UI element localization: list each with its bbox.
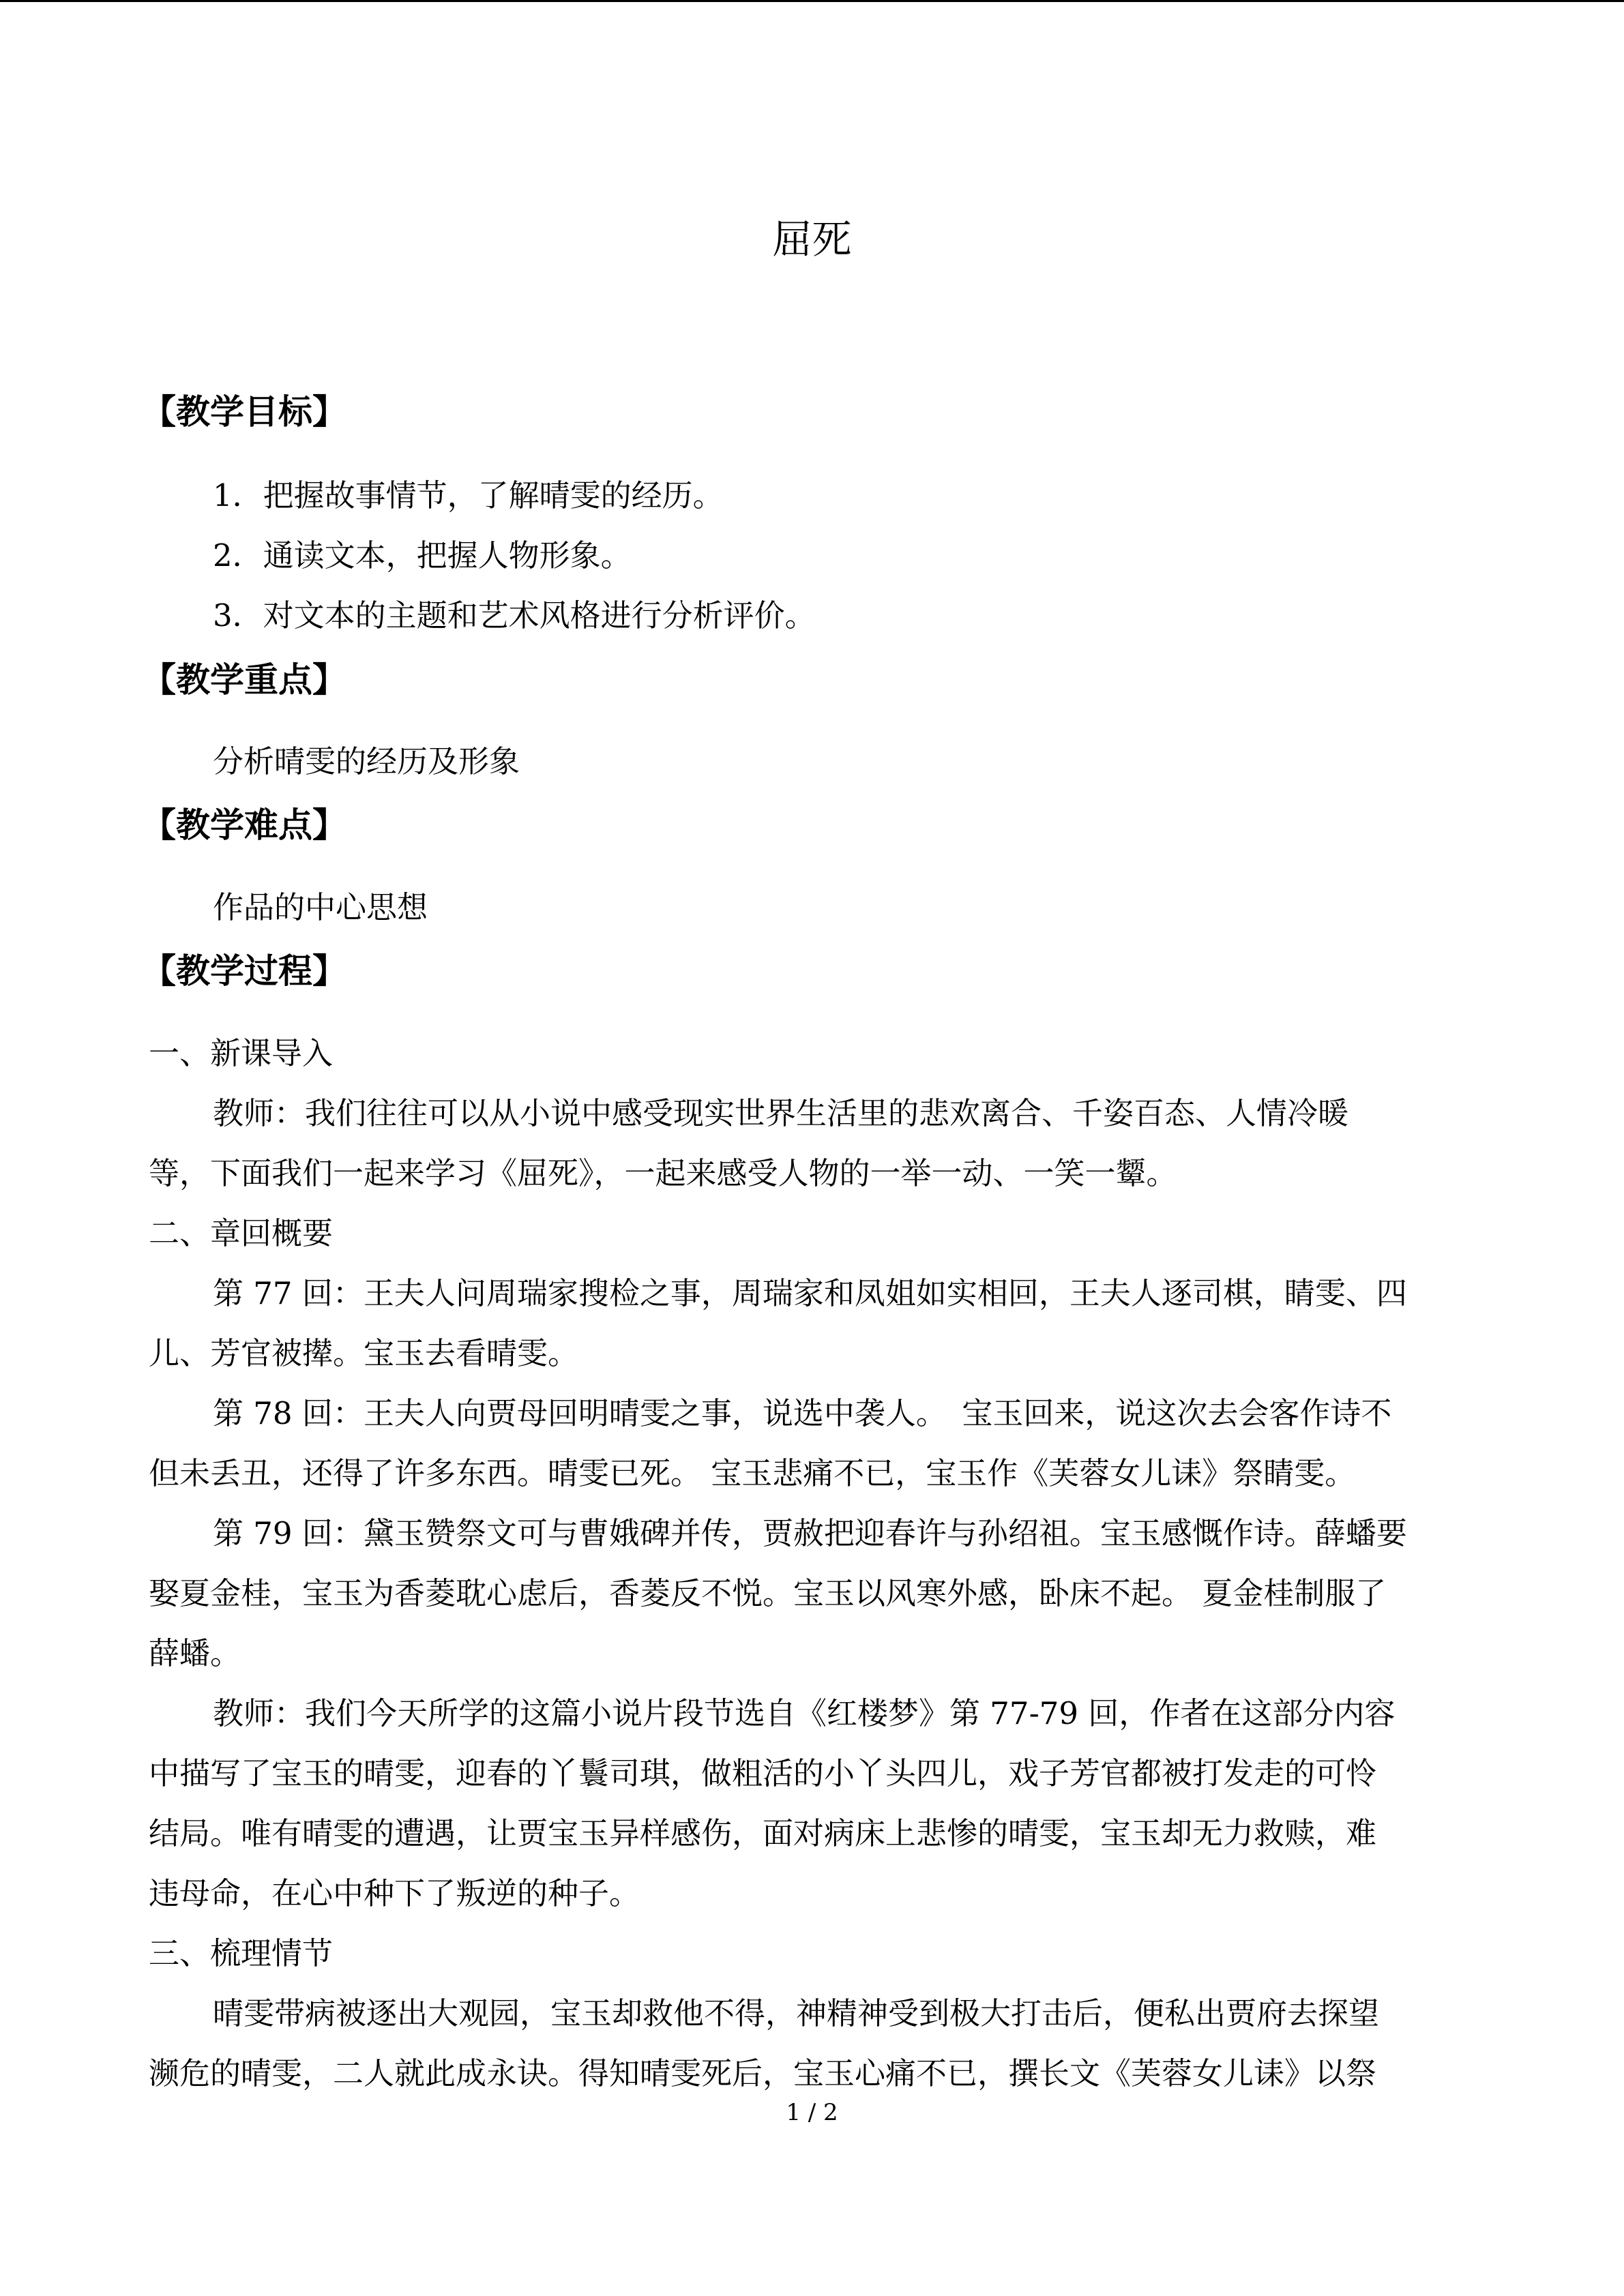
objective-item-3: 3．对文本的主题和艺术风格进行分析评价。 bbox=[213, 597, 816, 633]
key-points-text: 分析晴雯的经历及形象 bbox=[213, 743, 520, 779]
page-number: 1 / 2 bbox=[786, 2099, 838, 2126]
paragraph-line: 第 78 回：王夫人向贾母回明晴雯之事，说选中袭人。 宝玉回来，说这次去会客作诗不 bbox=[213, 1395, 1392, 1431]
heading-key-points: 【教学重点】 bbox=[142, 660, 346, 700]
section-heading-plot: 三、梳理情节 bbox=[149, 1935, 334, 1971]
section-heading-summary: 二、章回概要 bbox=[149, 1215, 334, 1251]
paragraph-line: 第 77 回：王夫人问周瑞家搜检之事，周瑞家和凤姐如实相回，王夫人逐司棋，睛雯、四 bbox=[213, 1275, 1407, 1311]
heading-process: 【教学过程】 bbox=[142, 951, 346, 991]
paragraph-line: 晴雯带病被逐出大观园，宝玉却救他不得，神精神受到极大打击后，便私出贾府去探望 bbox=[213, 1995, 1380, 2031]
heading-difficulties: 【教学难点】 bbox=[142, 805, 346, 845]
paragraph-line: 儿、芳官被撵。宝玉去看晴雯。 bbox=[149, 1335, 579, 1371]
heading-objectives: 【教学目标】 bbox=[142, 392, 346, 432]
objective-item-2: 2．通读文本，把握人物形象。 bbox=[213, 537, 632, 573]
section-heading-intro: 一、新课导入 bbox=[149, 1035, 334, 1071]
paragraph-line: 濒危的晴雯，二人就此成永诀。得知晴雯死后，宝玉心痛不已，撰长文《芙蓉女儿诔》以祭 bbox=[149, 2055, 1377, 2091]
paragraph-line: 结局。唯有晴雯的遭遇，让贾宝玉异样感伤，面对病床上悲惨的晴雯，宝玉却无力救赎，难 bbox=[149, 1815, 1377, 1851]
objective-item-1: 1．把握故事情节，了解晴雯的经历。 bbox=[213, 477, 724, 513]
paragraph-line: 但未丢丑，还得了许多东西。晴雯已死。 宝玉悲痛不已，宝玉作《芙蓉女儿诔》祭睛雯。 bbox=[149, 1455, 1356, 1491]
paragraph-line: 等，下面我们一起来学习《屈死》，一起来感受人物的一举一动、一笑一颦。 bbox=[149, 1155, 1177, 1191]
paragraph-line: 娶夏金桂，宝玉为香菱耽心虑后，香菱反不悦。宝玉以风寒外感，卧床不起。 夏金桂制服了 bbox=[149, 1575, 1387, 1611]
paragraph-line: 违母命，在心中种下了叛逆的种子。 bbox=[149, 1875, 640, 1911]
top-border-line bbox=[0, 0, 1624, 2]
paragraph-line: 薛蟠。 bbox=[149, 1635, 241, 1671]
paragraph-line: 教师：我们今天所学的这篇小说片段节选自《红楼梦》第 77-79 回，作者在这部分内容 bbox=[213, 1695, 1396, 1731]
difficulties-text: 作品的中心思想 bbox=[213, 889, 428, 925]
paragraph-line: 中描写了宝玉的晴雯，迎春的丫鬟司琪，做粗活的小丫头四儿，戏子芳官都被打发走的可怜 bbox=[149, 1755, 1377, 1791]
paragraph-line: 教师：我们往往可以从小说中感受现实世界生活里的悲欢离合、千姿百态、人情冷暖 bbox=[213, 1095, 1349, 1131]
document-title: 屈死 bbox=[772, 216, 852, 263]
paragraph-line: 第 79 回：黛玉赞祭文可与曹娥碑并传，贾赦把迎春许与孙绍祖。宝玉感慨作诗。薛蟠要 bbox=[213, 1515, 1407, 1551]
